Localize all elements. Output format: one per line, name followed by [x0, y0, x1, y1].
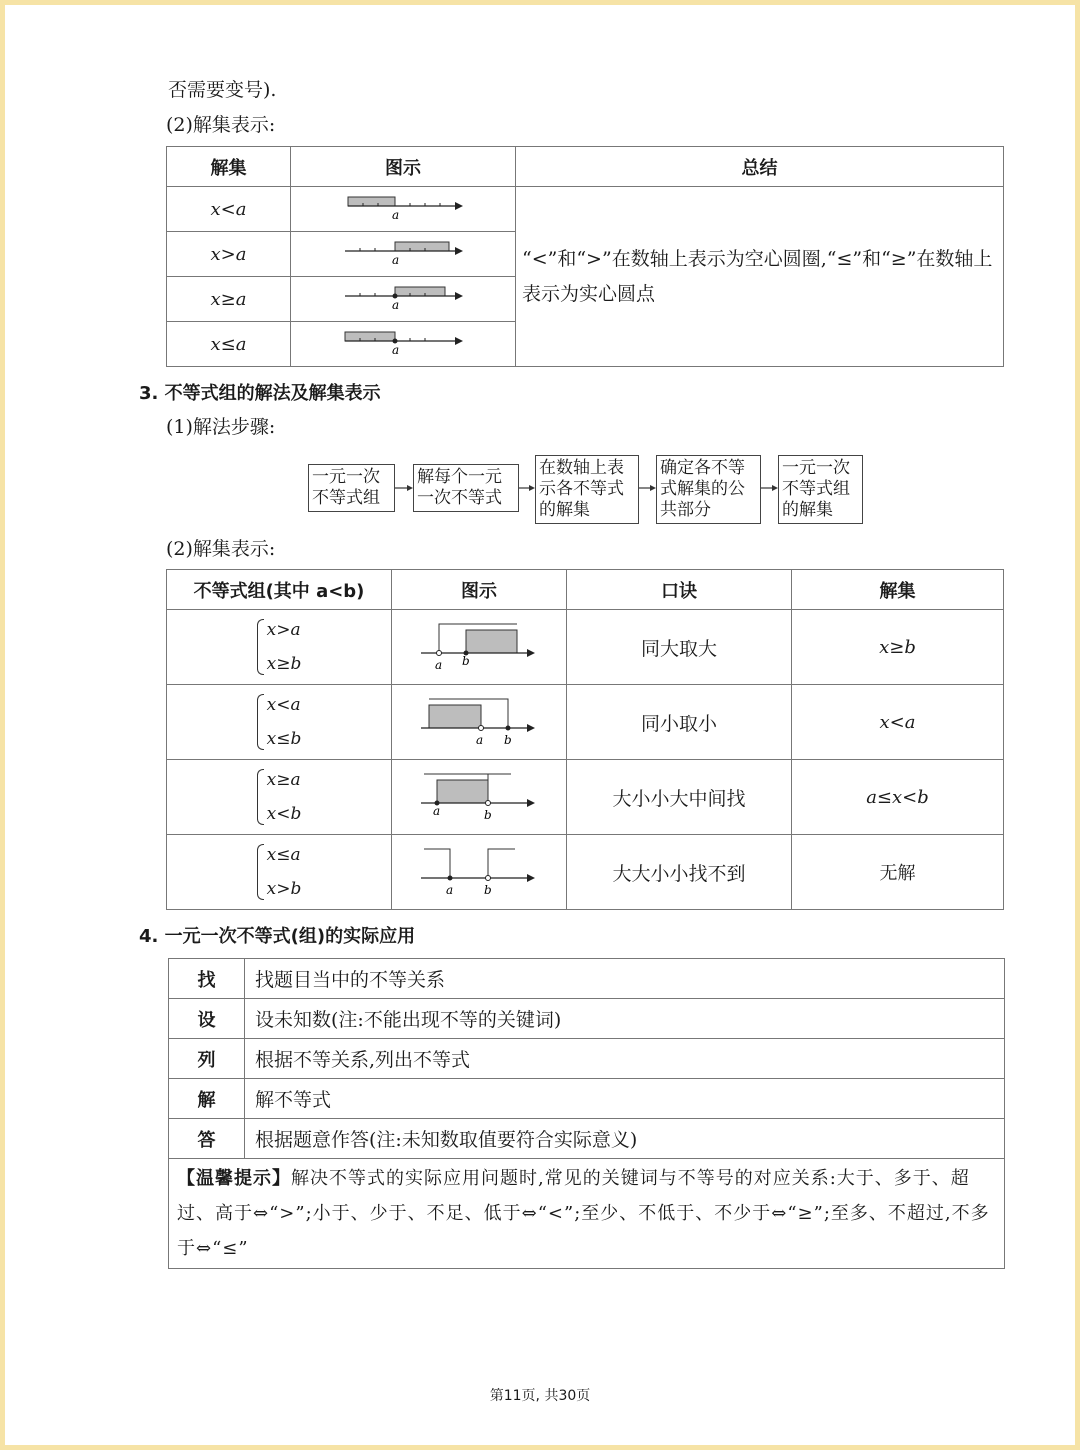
step-text: 设未知数(注:不能出现不等的关键词): [245, 999, 1005, 1039]
system-cell: [167, 610, 392, 685]
system-cell: [167, 760, 392, 835]
col-header-diagram: 图示: [291, 147, 516, 187]
application-table: [168, 958, 1005, 1269]
system-cell: [167, 685, 392, 760]
point-label-a: a: [392, 252, 400, 267]
step-key: 解: [169, 1079, 245, 1119]
col-header-solution: 解集: [792, 570, 1004, 610]
page: [5, 5, 1075, 1445]
rule-cell: 同小取小: [567, 685, 792, 760]
inequality-system: [257, 763, 302, 831]
number-line-less-equal: [343, 327, 463, 357]
section4-title: 一元一次不等式(组)的实际应用: [164, 926, 416, 947]
step-box-1: 一元一次不等式组: [308, 464, 395, 512]
col-header-rule: 口诀: [567, 570, 792, 610]
inequality-system-table: [166, 569, 1004, 910]
steps-title: (1)解法步骤:: [166, 416, 276, 438]
step-key: 找: [169, 959, 245, 999]
section3-title: 不等式组的解法及解集表示: [164, 383, 381, 404]
set-cell: x>a: [167, 232, 291, 277]
section3-heading: [139, 379, 381, 405]
tip-text: 解决不等式的实际应用问题时,常见的关键词与不等号的对应关系:大于、多于、超过、高于⇔“>”;小于、少于、不足、低于⇔“<”;至少、不低于、不少于⇔“≥”;至多、不超过,不多于⇔“≤”: [177, 1168, 990, 1259]
system-cell: [167, 835, 392, 910]
inequality-1: x>a: [266, 620, 301, 640]
inequality-2: x>b: [266, 879, 302, 899]
set-cell: x≥a: [167, 277, 291, 322]
tip-label: 【温馨提示】: [177, 1168, 291, 1189]
step-box-4: 确定各不等式解集的公共部分: [656, 455, 761, 524]
label-b: b: [462, 653, 470, 668]
intro-line: 否需要变号).: [168, 79, 277, 101]
label-a: a: [433, 803, 441, 818]
solution-cell: x<a: [792, 685, 1004, 760]
inequality-2: x≥b: [266, 654, 302, 674]
summary-text: “<”和“>”在数轴上表示为空心圆圈,“≤”和“≥”在数轴上表示为实心圆点: [522, 247, 993, 305]
inequality-1: x<a: [266, 695, 301, 715]
rule-cell: 大大小小找不到: [567, 835, 792, 910]
step-text: 根据题意作答(注:未知数取值要符合实际意义): [245, 1119, 1005, 1159]
step-text: 根据不等关系,列出不等式: [245, 1039, 1005, 1079]
number-line-same-large: [419, 617, 539, 673]
label-a: a: [446, 882, 454, 897]
number-line-diagram: [291, 232, 516, 277]
point-label-a: a: [392, 207, 400, 222]
solution-set-table: [166, 146, 1004, 367]
section4-number: 4.: [139, 926, 159, 947]
solution-cell: a≤x<b: [792, 760, 1004, 835]
label-b: b: [484, 807, 492, 822]
tip-cell: [169, 1159, 1005, 1269]
step-key: 设: [169, 999, 245, 1039]
number-line-greater: [343, 237, 463, 267]
number-line-no-solution: [419, 842, 539, 898]
section4-heading: [139, 922, 415, 948]
label-b: b: [484, 882, 492, 897]
point-label-a: a: [392, 342, 400, 357]
system-diagram: [392, 685, 567, 760]
col-header-system: 不等式组(其中 a<b): [167, 570, 392, 610]
step-box-3: 在数轴上表示各不等式的解集: [535, 455, 639, 524]
solution-cell: 无解: [792, 835, 1004, 910]
inequality-system: [257, 838, 302, 906]
col-header-summary: 总结: [516, 147, 1004, 187]
point-label-a: a: [392, 297, 400, 312]
section3-number: 3.: [139, 383, 159, 404]
system-diagram: [392, 760, 567, 835]
number-line-diagram: [291, 322, 516, 367]
inequality-system: [257, 688, 302, 756]
inequality-1: x≥a: [266, 770, 301, 790]
number-line-between: [419, 767, 539, 823]
system-diagram: [392, 835, 567, 910]
system-diagram: [392, 610, 567, 685]
number-line-same-small: [419, 692, 539, 748]
number-line-diagram: [291, 277, 516, 322]
label-a: a: [435, 657, 443, 672]
summary-cell: [516, 187, 1004, 367]
inequality-1: x≤a: [266, 845, 301, 865]
step-text: 解不等式: [245, 1079, 1005, 1119]
step-key: 答: [169, 1119, 245, 1159]
step-key: 列: [169, 1039, 245, 1079]
inequality-system: [257, 613, 302, 681]
number-line-greater-equal: [343, 282, 463, 312]
col-header-set: 解集: [167, 147, 291, 187]
system-table-title: (2)解集表示:: [166, 538, 276, 560]
rule-cell: 同大取大: [567, 610, 792, 685]
col-header-diagram: 图示: [392, 570, 567, 610]
step-text: 找题目当中的不等关系: [245, 959, 1005, 999]
label-a: a: [476, 732, 484, 747]
step-box-2: 解每个一元一次不等式: [413, 464, 519, 512]
number-line-diagram: [291, 187, 516, 232]
label-b: b: [504, 732, 512, 747]
page-footer: 第11页, 共30页: [489, 1388, 591, 1404]
solution-cell: x≥b: [792, 610, 1004, 685]
set-cell: x<a: [167, 187, 291, 232]
rule-cell: 大小小大中间找: [567, 760, 792, 835]
inequality-2: x<b: [266, 804, 302, 824]
section2-subtitle: (2)解集表示:: [166, 114, 276, 136]
number-line-less: [343, 192, 463, 222]
inequality-2: x≤b: [266, 729, 302, 749]
set-cell: x≤a: [167, 322, 291, 367]
steps-flowchart: [308, 451, 868, 525]
step-box-5: 一元一次不等式组的解集: [778, 455, 863, 524]
flow-arrows: [308, 451, 868, 525]
